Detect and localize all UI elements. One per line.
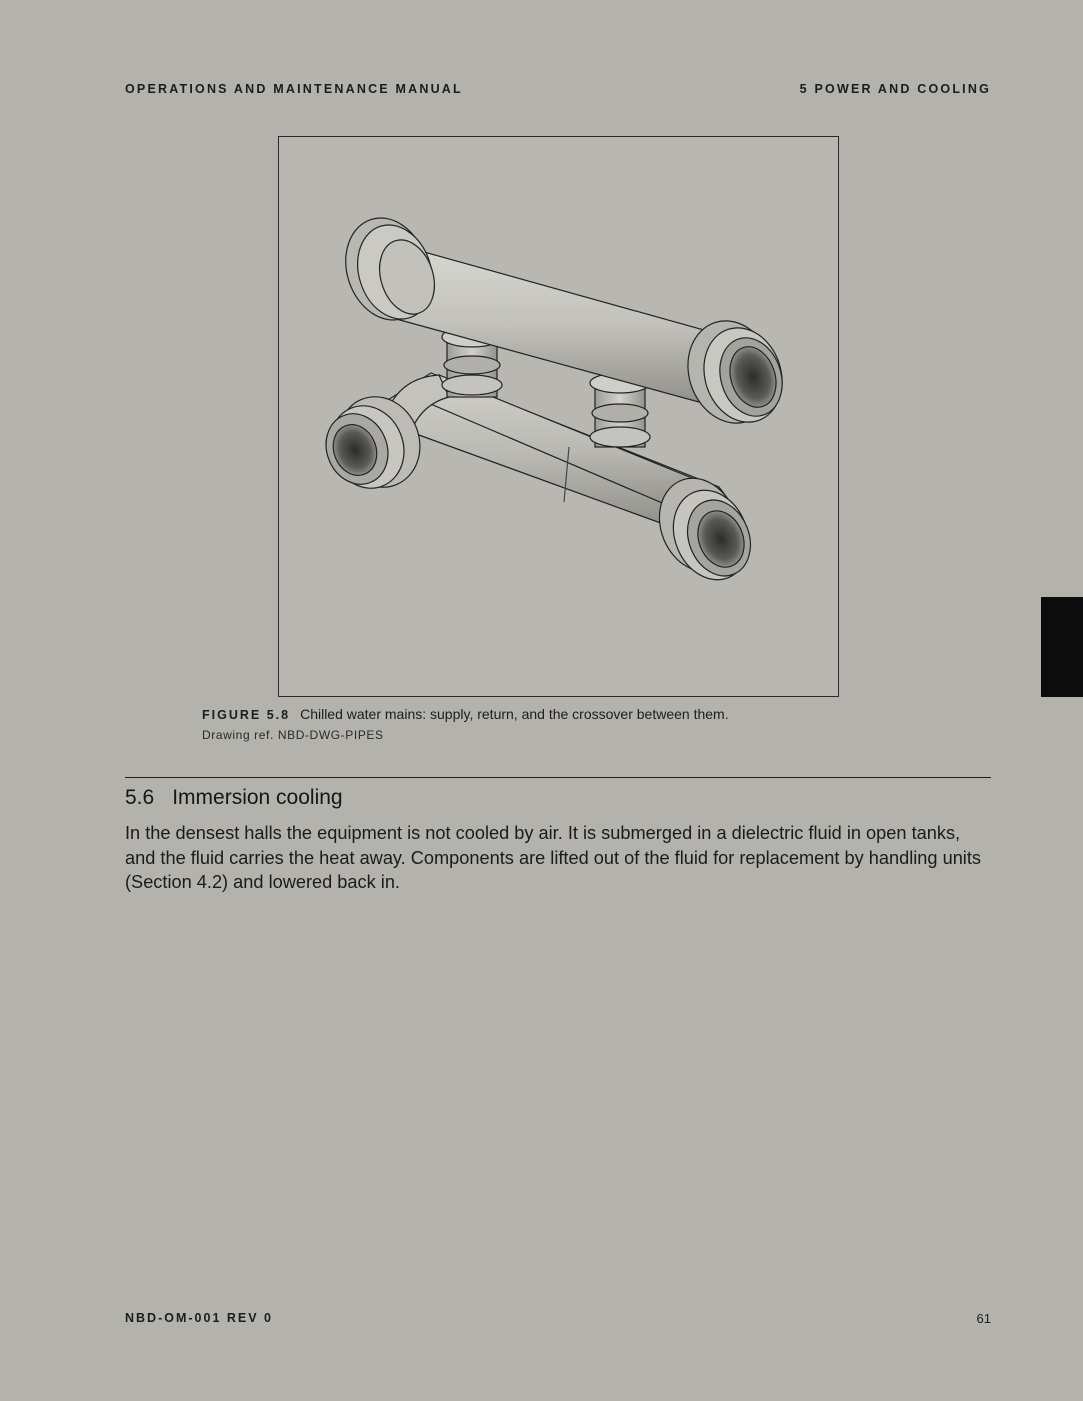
section-divider — [125, 777, 991, 778]
figure-caption — [202, 706, 729, 722]
section-body-text: In the densest halls the equipment is not cooled by air. It is submerged in a dielectric fluid in open tanks, and the fluid carries the heat away. Components are lifted out of the fluid for replacement by handling units (Section 4.2) and lowered back in. — [125, 823, 981, 892]
running-header-right: 5 POWER AND COOLING — [799, 82, 991, 96]
lower-pipe — [316, 373, 762, 591]
figure-image-frame — [278, 136, 839, 697]
pipe-assembly-drawing — [279, 137, 838, 696]
page-number: 61 — [976, 1311, 991, 1326]
figure-caption-text: Chilled water mains: supply, return, and the crossover between them. — [300, 706, 729, 722]
section-number: 5.6 — [125, 786, 155, 809]
drawing-reference: Drawing ref. NBD-DWG-PIPES — [202, 728, 384, 742]
section-title: Immersion cooling — [172, 786, 343, 809]
document-id: NBD-OM-001 REV 0 — [125, 1311, 273, 1325]
section-heading — [125, 786, 343, 810]
chapter-thumb-tab — [1041, 597, 1083, 697]
running-header-left: OPERATIONS AND MAINTENANCE MANUAL — [125, 82, 463, 96]
figure-label: FIGURE 5.8 — [202, 708, 291, 722]
